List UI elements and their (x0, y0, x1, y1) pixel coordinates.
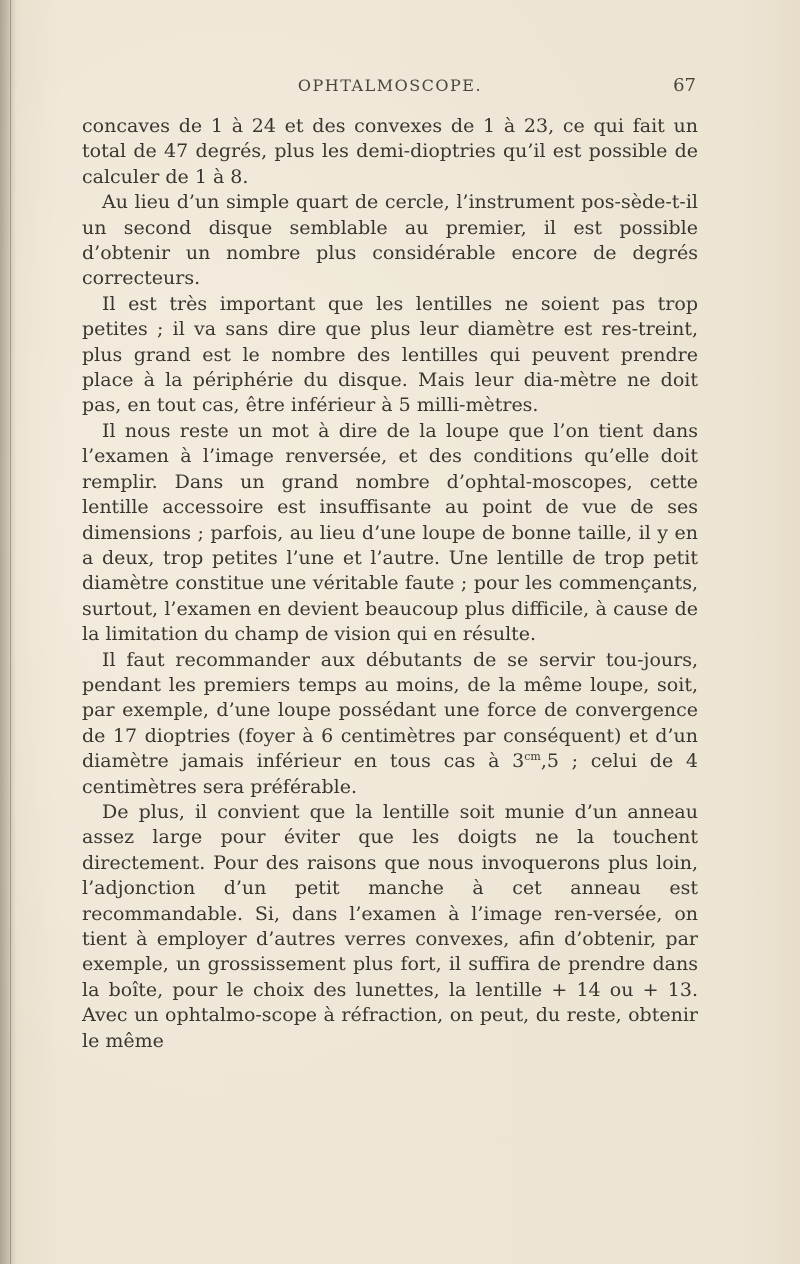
paragraph: Il est très important que les lentilles ne soient pas trop petites ; il va sans dire que plus leur diamètre est res-treint, plus grand est le nombre des lentilles qui peuvent prendre place à la périphérie du disque. Mais leur dia-mètre ne doit pas, en tout cas, être inférieur à 5 milli-mètres. (82, 292, 698, 417)
paragraph-text: Il faut recommander aux débutants de se servir tou-jours, pendant les premiers temps au moins, de la même loupe, soit, par exemple, d’une loupe possédant une force de convergence de 17 dioptries (foyer à 6 centimètres par conséquent) et d’un diamètre jamais inférieur en tous cas à 3 (82, 648, 698, 773)
paragraph (82, 648, 698, 800)
paragraph: De plus, il convient que la lentille soit munie d’un anneau assez large pour éviter que les doigts ne la touchent directement. Pour des raisons que nous invoquerons plus loin, l’adjonction d’un petit manche à cet anneau est recommandable. Si, dans l’examen à l’image ren-versée, on tient à employer d’autres verres convexes, afin d’obtenir, par exemple, un grossissement plus fort, il suffira de prendre dans la boîte, pour le choix des lunettes, la lentille + 14 ou + 13. Avec un ophtalmo-scope à réfraction, on peut, du reste, obtenir le même (82, 800, 698, 1052)
paragraph: Il nous reste un mot à dire de la loupe que l’on tient dans l’examen à l’image renversée, et des conditions qu’elle doit remplir. Dans un grand nombre d’ophtal-moscopes, cette lentille accessoire est insuffisante au point de vue de ses dimensions ; parfois, au lieu d’une loupe de bonne taille, il y en a deux, trop petites l’une et l’autre. Une lentille de trop petit diamètre constitue une véritable faute ; pour les commençants, surtout, l’examen en devient beaucoup plus difficile, à cause de la limitation du champ de vision qui en résulte. (82, 419, 698, 646)
paragraph: Au lieu d’un simple quart de cercle, l’instrument pos-sède-t-il un second disque semblable au premier, il est possible d’obtenir un nombre plus considérable encore de degrés correcteurs. (82, 191, 698, 290)
unit-superscript: cm (524, 750, 541, 764)
page-number: 67 (673, 75, 696, 96)
paragraph-text: ,5 ; celui de 4 centimètres sera préférable. (82, 750, 698, 798)
paragraph-continued: concaves de 1 à 24 et des convexes de 1 à 23, ce qui fait un total de 47 degrés, plus les demi-dioptries qu’il est possible de calculer de 1 à 8. (82, 115, 698, 188)
page-header (82, 74, 698, 98)
page-binding-edge (10, 0, 11, 1264)
page-gutter-shadow (0, 0, 16, 1264)
running-title: OPHTALMOSCOPE. (297, 76, 483, 95)
body-text (82, 114, 698, 1054)
